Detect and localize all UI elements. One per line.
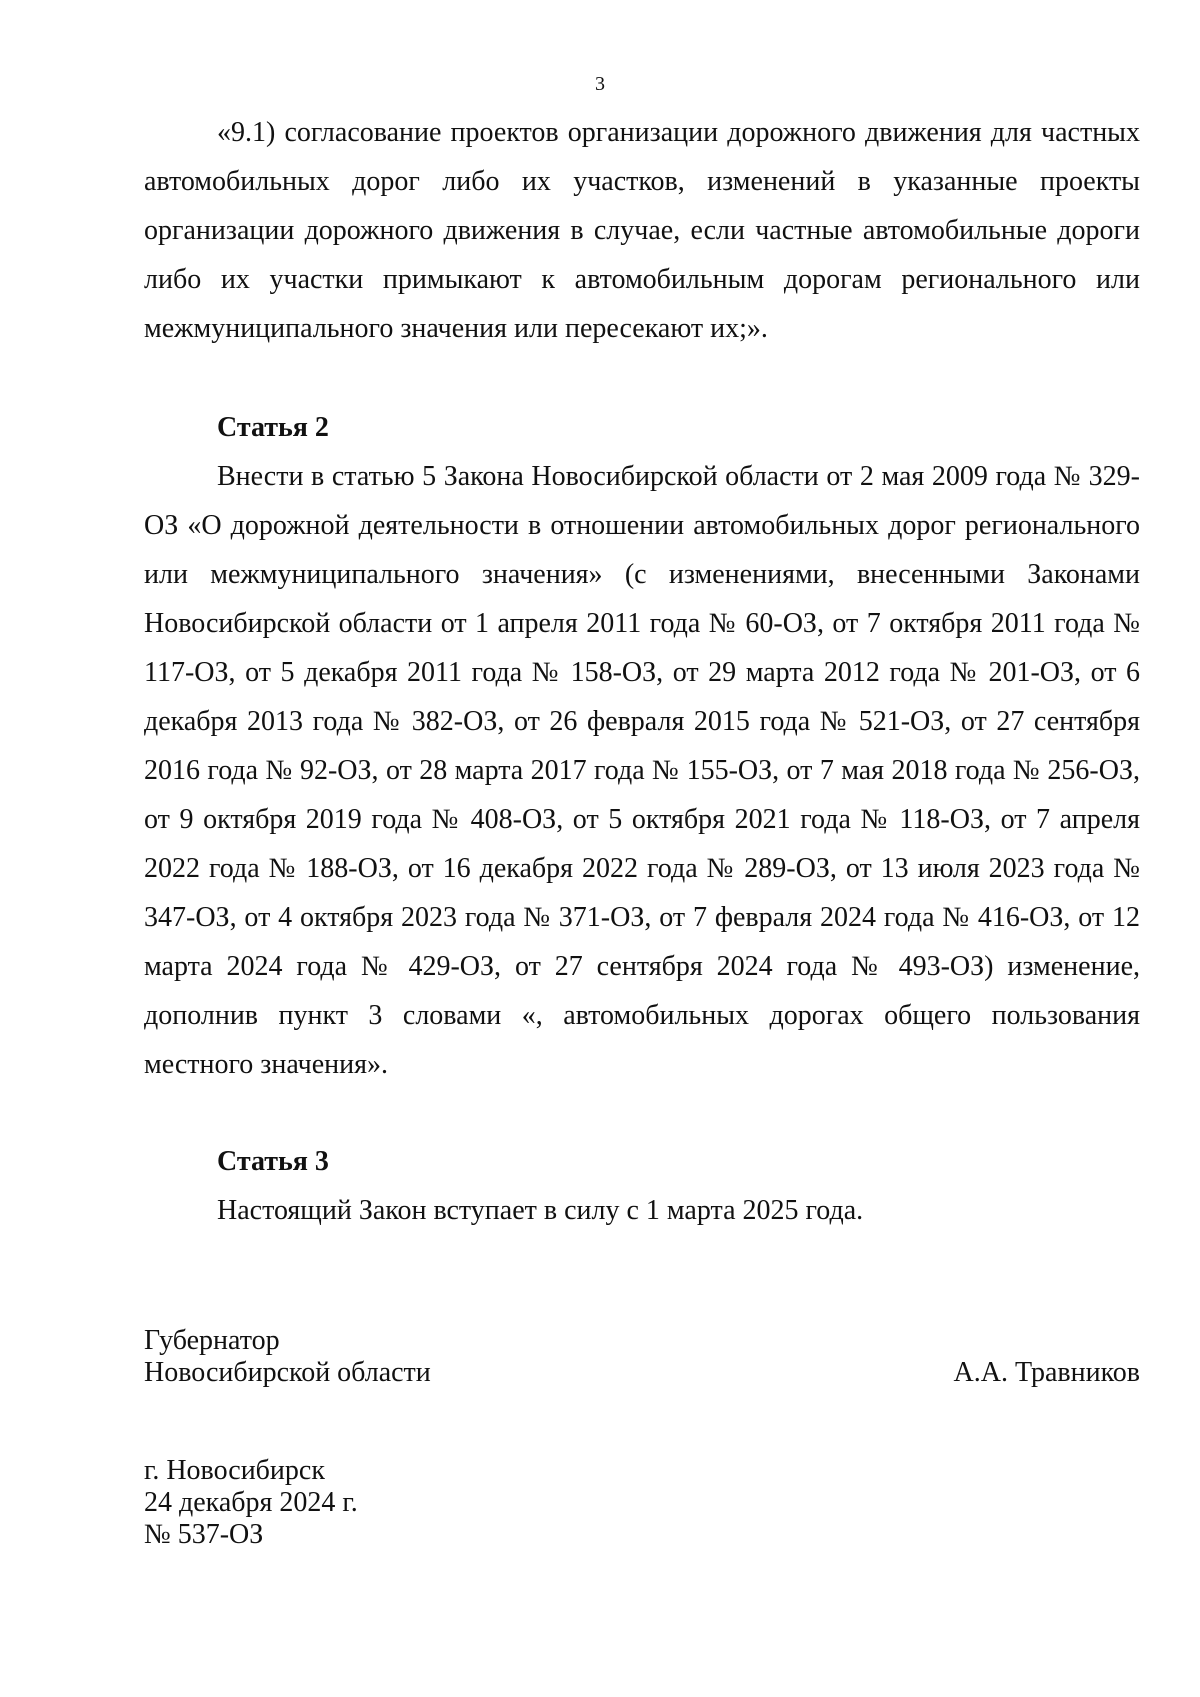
page-number: 3 (595, 73, 605, 95)
paragraph-9-1: «9.1) согласование проектов организации дорожного движения для частных автомобильных дорог либо их участков, изменений в указанные проекты организации дорожного движения в случае, если частные автомобильные дороги либо их участки примыкают к автомобильным дорогам регионального или межмуниципального значения или пересекают их;». (144, 117, 1140, 344)
footer-meta (144, 1455, 744, 1551)
signature-block (144, 1325, 1140, 1389)
signatory-position-line1: Губернатор (144, 1325, 280, 1356)
article-2-text: Внести в статью 5 Закона Новосибирской области от 2 мая 2009 года № 329-ОЗ «О дорожной деятельности в отношении автомобильных дорог регионального или межмуниципального значения» (с изменениями, внесенными Законами Новосибирской области от 1 апреля 2011 года № 60-ОЗ, от 7 октября 2011 года № 117-ОЗ, от 5 декабря 2011 года № 158-ОЗ, от 29 марта 2012 года № 201-ОЗ, от 6 декабря 2013 года № 382-ОЗ, от 26 февраля 2015 года № 521-ОЗ, от 27 сентября 2016 года № 92-ОЗ, от 28 марта 2017 года № 155-ОЗ, от 7 мая 2018 года № 256-ОЗ, от 9 октября 2019 года № 408-ОЗ, от 5 октября 2021 года № 118-ОЗ, от 7 апреля 2022 года № 188-ОЗ, от 16 декабря 2022 года № 289-ОЗ, от 13 июля 2023 года № 347-ОЗ, от 4 октября 2023 года № 371-ОЗ, от 7 февраля 2024 года № 416-ОЗ, от 12 марта 2024 года № 429-ОЗ, от 27 сентября 2024 года № 493-ОЗ) изменение, дополнив пункт 3 словами «, автомобильных дорогах общего пользования местного значения». (144, 461, 1140, 1080)
article-2-title: Статья 2 (217, 412, 329, 443)
article-2 (144, 403, 1140, 1089)
signatory-position-line2: Новосибирской области (144, 1357, 431, 1388)
signatory-name: А.А. Травников (953, 1357, 1140, 1388)
article-3 (144, 1137, 1140, 1235)
signature-line (144, 1357, 1140, 1389)
footer-city: г. Новосибирск (144, 1455, 325, 1486)
article-3-title: Статья 3 (217, 1146, 329, 1177)
amendment-block (144, 108, 1140, 353)
article-3-text: Настоящий Закон вступает в силу с 1 марта 2025 года. (217, 1195, 864, 1226)
footer-date: 24 декабря 2024 г. (144, 1487, 358, 1518)
footer-law-number: № 537-ОЗ (144, 1519, 264, 1550)
